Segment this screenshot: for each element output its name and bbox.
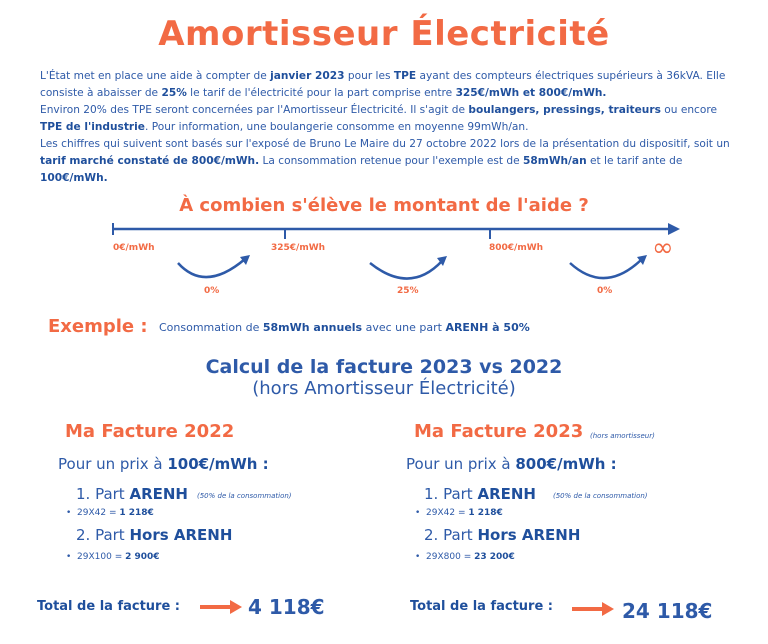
example-text: Consommation de 58mWh annuels avec une part ARENH à 50% (159, 321, 530, 334)
invoice-2023-price: Pour un prix à 800€/mWh : (406, 455, 617, 473)
page-title: Amortisseur Électricité (158, 14, 610, 54)
arrow-right-icon (572, 600, 616, 618)
invoice-2023-part2: 2. Part Hors ARENH (424, 526, 581, 544)
intro-p1: L'État met en place une aide à compter de janvier 2023 pour les TPE ayant des compteurs électriques supérieurs à 36kVA. Elle consiste à abaisser de 25% le tarif de l'électricité pour la part comprise entre 325€/mWh et 800€/mWh. (40, 70, 726, 99)
tick-label-325: 325€/mWh (271, 243, 326, 253)
invoice-2022-price: Pour un prix à 100€/mWh : (58, 455, 269, 473)
segment-arrow-1 (178, 259, 245, 277)
invoice-2023-title-note: (hors amortisseur) (590, 432, 655, 440)
invoice-2022-part2: 2. Part Hors ARENH (76, 526, 233, 544)
segment-arrow-2 (370, 261, 442, 279)
invoice-2022-part2-calc: • 29X100 = 2 900€ (66, 552, 160, 562)
invoice-2023-title: Ma Facture 2023 (414, 421, 584, 442)
calc-subtitle: (hors Amortisseur Électricité) (252, 378, 516, 399)
segment-label-3: 0% (597, 286, 613, 296)
tick-label-0: 0€/mWh (113, 243, 155, 253)
invoice-2023-part1-note: (50% de la consommation) (553, 492, 648, 500)
invoice-2023-part1-calc: • 29X42 = 1 218€ (415, 508, 503, 518)
invoice-2023-part2-calc: • 29X800 = 23 200€ (415, 552, 515, 562)
invoice-2023-part1: 1. Part ARENH (424, 485, 536, 503)
invoice-2022-part1: 1. Part ARENH (76, 485, 188, 503)
arrow-right-icon (200, 598, 244, 616)
segment-label-2: 25% (397, 286, 419, 296)
example-label: Exemple : (48, 316, 148, 337)
segment-arrowhead-1 (240, 255, 250, 265)
intro-p3: Les chiffres qui suivent sont basés sur l'exposé de Bruno Le Maire du 27 octobre 2022 lors de la présentation du dispositif, soit un tarif marché constaté de 800€/mWh. La consommation retenue pour l'exemple est de 58mWh/an et le tarif ante de 100€/mWh. (40, 138, 730, 184)
infinity-icon: ∞ (652, 233, 674, 263)
intro-p2: Environ 20% des TPE seront concernées par l'Amortisseur Électricité. Il s'agit de boulangers, pressings, traiteurs ou encore TPE de l'industrie. Pour information, une boulangerie consomme en moyenne 99mWh/an. (40, 104, 717, 133)
invoice-2023-total-value: 24 118€ (622, 599, 713, 623)
invoice-2022-total-label: Total de la facture : (37, 599, 180, 614)
invoice-2022-part1-calc: • 29X42 = 1 218€ (66, 508, 154, 518)
intro-text (40, 68, 740, 187)
invoice-2022-title: Ma Facture 2022 (65, 421, 235, 442)
segment-label-1: 0% (204, 286, 220, 296)
invoice-2023-total-label: Total de la facture : (410, 599, 553, 614)
segment-arrow-3 (570, 259, 642, 278)
calc-title: Calcul de la facture 2023 vs 2022 (205, 356, 563, 378)
invoice-2022-part1-note: (50% de la consommation) (197, 492, 292, 500)
question-heading: À combien s'élève le montant de l'aide ? (179, 195, 589, 216)
tick-label-800: 800€/mWh (489, 243, 544, 253)
invoice-2022-total-value: 4 118€ (248, 595, 325, 619)
